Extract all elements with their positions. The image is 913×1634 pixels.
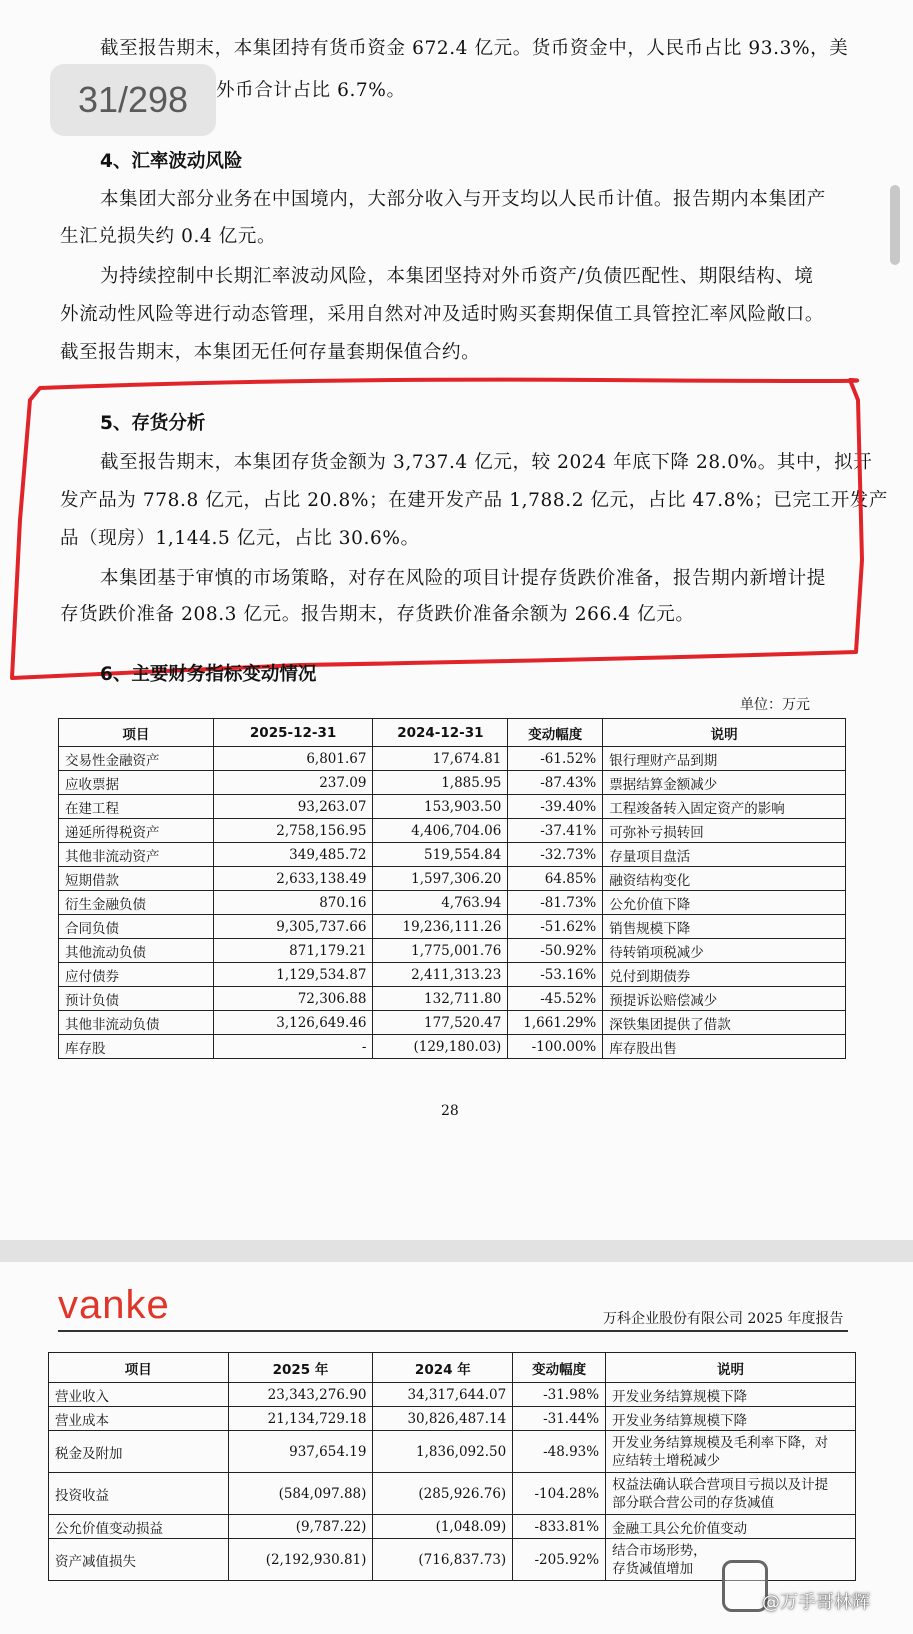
cell-change: -51.62% xyxy=(508,915,603,939)
table-row xyxy=(59,891,846,915)
cell-note: 开发业务结算规模下降 xyxy=(606,1407,856,1431)
cell-change: -100.00% xyxy=(508,1035,603,1059)
cell-2025: 9,305,737.66 xyxy=(213,915,373,939)
note-line-2: 应结转土增税减少 xyxy=(612,1452,721,1469)
table-row xyxy=(59,915,846,939)
cell-note: 可弥补亏损转回 xyxy=(603,819,846,843)
table-row xyxy=(59,867,846,891)
income-statement-table xyxy=(48,1352,856,1581)
section-5-p1-line3: 品（现房）1,144.5 亿元，占比 30.6%。 xyxy=(60,528,420,549)
cell-change: -87.43% xyxy=(508,771,603,795)
section-4-p2-line2: 外流动性风险等进行动态管理，采用自然对冲及适时购买套期保值工具管控汇率风险敞口。 xyxy=(60,304,825,325)
table-row xyxy=(49,1473,856,1515)
cell-change: -81.73% xyxy=(508,891,603,915)
financial-indicators-table xyxy=(58,718,846,1059)
section-5-heading: 5、存货分析 xyxy=(100,413,206,434)
cell-item: 库存股 xyxy=(59,1035,214,1059)
red-annotation-box xyxy=(0,360,913,690)
table-row xyxy=(49,1407,856,1431)
section-5-p2-line1: 本集团基于审慎的市场策略，对存在风险的项目计提存货跌价准备，报告期内新增计提 xyxy=(100,568,826,589)
cell-change: -833.81% xyxy=(513,1515,606,1539)
cell-2025: 2,633,138.49 xyxy=(213,867,373,891)
cell-note: 预提诉讼赔偿减少 xyxy=(603,987,846,1011)
cell-2024: 1,775,001.76 xyxy=(373,939,508,963)
cell-item: 短期借款 xyxy=(59,867,214,891)
cell-change: 1,661.29% xyxy=(508,1011,603,1035)
cell-2025: (9,787.22) xyxy=(228,1515,373,1539)
cell-item: 资产减值损失 xyxy=(49,1539,229,1581)
cell-2025: 6,801.67 xyxy=(213,747,373,771)
section-4-p1-line1: 本集团大部分业务在中国境内，大部分收入与开支均以人民币计值。报告期内本集团产 xyxy=(100,189,826,210)
cell-note: 开发业务结算规模下降 xyxy=(606,1383,856,1407)
cell-item: 应付债券 xyxy=(59,963,214,987)
cell-2025: 21,134,729.18 xyxy=(228,1407,373,1431)
cell-change: -31.44% xyxy=(513,1407,606,1431)
cell-note: 工程竣备转入固定资产的影响 xyxy=(603,795,846,819)
cell-change: -31.98% xyxy=(513,1383,606,1407)
table-row xyxy=(59,1035,846,1059)
note-line-1: 结合市场形势， xyxy=(612,1542,707,1559)
table-row xyxy=(59,843,846,867)
cell-2024: 177,520.47 xyxy=(373,1011,508,1035)
cell-note: 公允价值下降 xyxy=(603,891,846,915)
cell-item: 公允价值变动损益 xyxy=(49,1515,229,1539)
cell-item: 营业收入 xyxy=(49,1383,229,1407)
page-indicator: 31/298 xyxy=(50,64,216,136)
cell-item: 营业成本 xyxy=(49,1407,229,1431)
table-row xyxy=(59,963,846,987)
cell-2025: 349,485.72 xyxy=(213,843,373,867)
cell-2025: - xyxy=(213,1035,373,1059)
page-gap xyxy=(0,1240,913,1262)
cell-change: -61.52% xyxy=(508,747,603,771)
cell-change: -50.92% xyxy=(508,939,603,963)
cell-2024: 4,763.94 xyxy=(373,891,508,915)
cell-2025: 1,129,534.87 xyxy=(213,963,373,987)
col-header-2024: 2024-12-31 xyxy=(373,719,508,747)
cell-change: 64.85% xyxy=(508,867,603,891)
cell-change: -205.92% xyxy=(513,1539,606,1581)
cell-2025: 871,179.21 xyxy=(213,939,373,963)
cell-item: 投资收益 xyxy=(49,1473,229,1515)
cell-note: 存量项目盘活 xyxy=(603,843,846,867)
section-5-p1-line2: 发产品为 778.8 亿元，占比 20.8%；在建开发产品 1,788.2 亿元，占比 47.8%；已完工开发产 xyxy=(60,490,888,511)
cell-item: 其他流动负债 xyxy=(59,939,214,963)
intro-line-1: 截至报告期末，本集团持有货币资金 672.4 亿元。货币资金中，人民币占比 93.3%，美 xyxy=(100,38,849,59)
title-rule xyxy=(58,1330,848,1332)
table-row xyxy=(59,987,846,1011)
section-6-heading: 6、主要财务指标变动情况 xyxy=(100,664,317,685)
section-5-p2-line2: 存货跌价准备 208.3 亿元。报告期末，存货跌价准备余额为 266.4 亿元。 xyxy=(60,604,695,625)
cell-2024: 1,597,306.20 xyxy=(373,867,508,891)
cell-note xyxy=(606,1431,856,1473)
section-4-p2-line1: 为持续控制中长期汇率波动风险，本集团坚持对外币资产/负债匹配性、期限结构、境 xyxy=(100,266,814,287)
col-header-2025: 2025-12-31 xyxy=(213,719,373,747)
cell-note: 票据结算金额减少 xyxy=(603,771,846,795)
table-row xyxy=(49,1515,856,1539)
cell-note: 销售规模下降 xyxy=(603,915,846,939)
col-header-change: 变动幅度 xyxy=(513,1353,606,1383)
table-row xyxy=(59,819,846,843)
cell-2024: 132,711.80 xyxy=(373,987,508,1011)
cell-note: 库存股出售 xyxy=(603,1035,846,1059)
cell-change: -48.93% xyxy=(513,1431,606,1473)
cell-item: 其他非流动负债 xyxy=(59,1011,214,1035)
col-header-item: 项目 xyxy=(49,1353,229,1383)
cell-2024: 19,236,111.26 xyxy=(373,915,508,939)
table-row xyxy=(59,795,846,819)
cell-2024: 30,826,487.14 xyxy=(373,1407,513,1431)
note-line-2: 存货减值增加 xyxy=(612,1560,694,1577)
section-4-heading: 4、汇率波动风险 xyxy=(100,151,243,172)
cell-2024: 1,836,092.50 xyxy=(373,1431,513,1473)
cell-2025: 870.16 xyxy=(213,891,373,915)
col-header-change: 变动幅度 xyxy=(508,719,603,747)
cell-2024: 17,674.81 xyxy=(373,747,508,771)
table-row xyxy=(49,1431,856,1473)
cell-note: 待转销项税减少 xyxy=(603,939,846,963)
col-header-2025: 2025 年 xyxy=(228,1353,373,1383)
note-line-1: 权益法确认联合营项目亏损以及计提 xyxy=(612,1476,829,1493)
cell-note xyxy=(606,1473,856,1515)
cell-item: 税金及附加 xyxy=(49,1431,229,1473)
section-5-p1-line1: 截至报告期末，本集团存货金额为 3,737.4 亿元，较 2024 年底下降 28.0%。其中，拟开 xyxy=(100,452,873,473)
cell-change: -104.28% xyxy=(513,1473,606,1515)
cell-change: -45.52% xyxy=(508,987,603,1011)
cell-change: -32.73% xyxy=(508,843,603,867)
table-row xyxy=(49,1383,856,1407)
cell-note: 金融工具公允价值变动 xyxy=(606,1515,856,1539)
cell-2025: (584,097.88) xyxy=(228,1473,373,1515)
page-number: 28 xyxy=(441,1103,459,1119)
cell-change: -53.16% xyxy=(508,963,603,987)
cell-item: 交易性金融资产 xyxy=(59,747,214,771)
cell-2024: 34,317,644.07 xyxy=(373,1383,513,1407)
cell-note: 深铁集团提供了借款 xyxy=(603,1011,846,1035)
table-row xyxy=(59,1011,846,1035)
vanke-logo: vanke xyxy=(58,1283,170,1327)
cell-2025: 237.09 xyxy=(213,771,373,795)
section-4-p2-line3: 截至报告期末，本集团无任何存量套期保值合约。 xyxy=(60,342,481,363)
cell-2025: 3,126,649.46 xyxy=(213,1011,373,1035)
cell-item: 衍生金融负债 xyxy=(59,891,214,915)
cell-item: 递延所得税资产 xyxy=(59,819,214,843)
cell-2025: 72,306.88 xyxy=(213,987,373,1011)
cell-2024: 519,554.84 xyxy=(373,843,508,867)
scrollbar-thumb[interactable] xyxy=(890,185,900,265)
cell-2025: 2,758,156.95 xyxy=(213,819,373,843)
cell-item: 应收票据 xyxy=(59,771,214,795)
section-4-p1-line2: 生汇兑损失约 0.4 亿元。 xyxy=(60,226,277,247)
table-row xyxy=(59,939,846,963)
cell-note: 兑付到期债券 xyxy=(603,963,846,987)
cell-2024: (285,926.76) xyxy=(373,1473,513,1515)
unit-label: 单位：万元 xyxy=(740,697,810,713)
cell-2024: (1,048.09) xyxy=(373,1515,513,1539)
cell-item: 在建工程 xyxy=(59,795,214,819)
cell-note: 银行理财产品到期 xyxy=(603,747,846,771)
cell-2025: (2,192,930.81) xyxy=(228,1539,373,1581)
cell-change: -37.41% xyxy=(508,819,603,843)
intro-line-2: 外币合计占比 6.7%。 xyxy=(216,80,406,101)
cell-change: -39.40% xyxy=(508,795,603,819)
cell-2024: 4,406,704.06 xyxy=(373,819,508,843)
watermark: @万手哥林辉 xyxy=(762,1592,870,1613)
cell-2025: 93,263.07 xyxy=(213,795,373,819)
cell-2025: 937,654.19 xyxy=(228,1431,373,1473)
cell-note: 融资结构变化 xyxy=(603,867,846,891)
col-header-note: 说明 xyxy=(603,719,846,747)
cell-2024: (129,180.03) xyxy=(373,1035,508,1059)
col-header-item: 项目 xyxy=(59,719,214,747)
cell-2025: 23,343,276.90 xyxy=(228,1383,373,1407)
cell-item: 其他非流动资产 xyxy=(59,843,214,867)
note-line-1: 开发业务结算规模及毛利率下降，对 xyxy=(612,1434,829,1451)
cell-item: 合同负债 xyxy=(59,915,214,939)
note-line-2: 部分联合营公司的存货减值 xyxy=(612,1494,775,1511)
cell-item: 预计负债 xyxy=(59,987,214,1011)
cell-2024: 153,903.50 xyxy=(373,795,508,819)
report-title: 万科企业股份有限公司 2025 年度报告 xyxy=(603,1311,844,1327)
col-header-2024: 2024 年 xyxy=(373,1353,513,1383)
table-row xyxy=(59,771,846,795)
cell-2024: 2,411,313.23 xyxy=(373,963,508,987)
cell-2024: 1,885.95 xyxy=(373,771,508,795)
col-header-note: 说明 xyxy=(606,1353,856,1383)
cell-2024: (716,837.73) xyxy=(373,1539,513,1581)
table-row xyxy=(59,747,846,771)
